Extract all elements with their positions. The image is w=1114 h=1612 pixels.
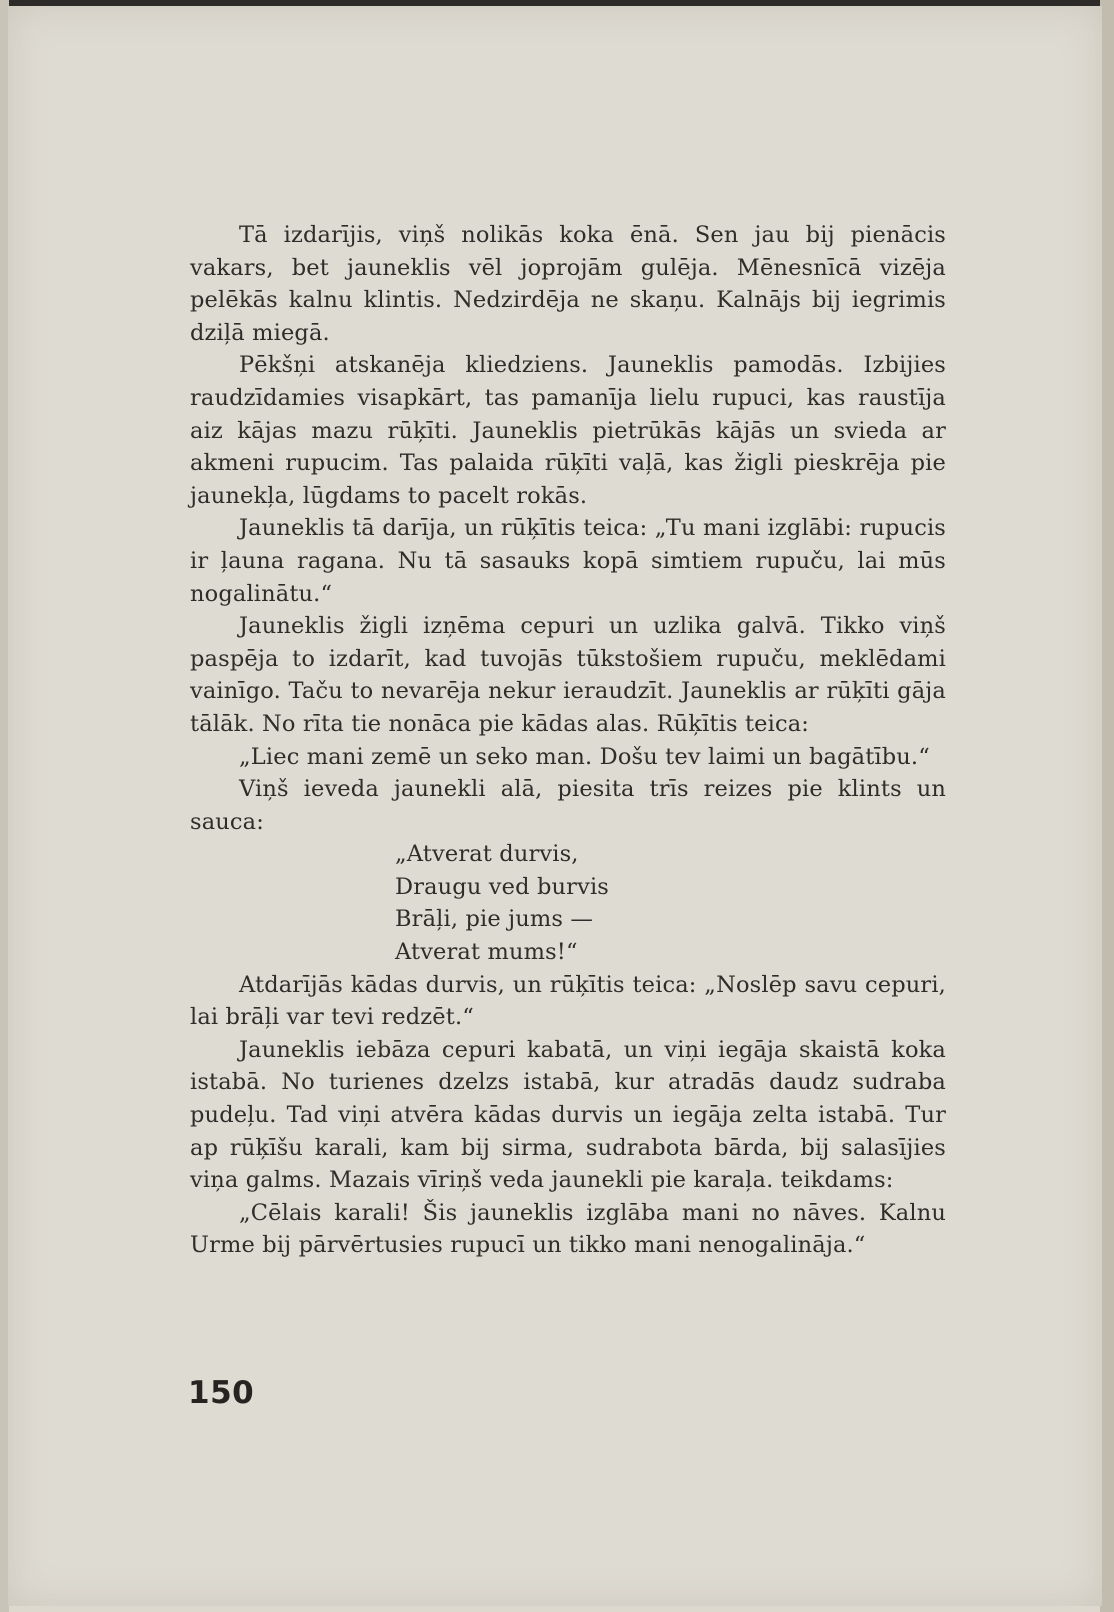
paragraph: Atdarījās kādas durvis, un rūķītis teica: „Noslēp savu cepuri, lai brāļi var tevi redzēt.“ <box>190 971 946 1031</box>
paragraph: „Liec mani zemē un seko man. Došu tev laimi un bagātību.“ <box>239 743 930 770</box>
paragraph: Tā izdarījis, viņš nolikās koka ēnā. Sen jau bij pienācis vakars, bet jauneklis vēl joprojām gulēja. Mēnesnīcā vizēja pelēkās kalnu klintis. Nedzirdēja ne skaņu. Kalnājs bij iegrimis dziļā miegā. <box>190 222 946 346</box>
page-text <box>190 219 946 1262</box>
paragraph: Jauneklis iebāza cepuri kabatā, un viņi iegāja skaistā koka istabā. No turienes dzelzs istabā, kur atradās daudz sudraba pudeļu. Tad viņi atvēra kādas durvis un iegāja zelta istabā. Tur ap rūķīšu karali, kam bij sirma, sudrabota bārda, bij salasījies viņa galms. Mazais vīriņš veda jaunekli pie karaļa. teikdams: <box>190 1036 946 1194</box>
verse-line: Draugu ved burvis <box>395 873 609 900</box>
page-right-edge <box>1100 0 1114 1612</box>
verse-line: „Atverat durvis, <box>395 841 579 868</box>
verse-line: Atverat mums!“ <box>395 939 578 966</box>
verse-line: Brāļi, pie jums — <box>395 906 594 933</box>
paragraph: „Cēlais karali! Šis jauneklis izglāba mani no nāves. Kalnu Urme bij pārvērtusies rupucī un tikko mani nenogalināja.“ <box>190 1199 946 1259</box>
paragraph: Jauneklis žigli izņēma cepuri un uzlika galvā. Tikko viņš paspēja to izdarīt, kad tuvojās tūkstošiem rupuču, meklēdami vainīgo. Taču to nevarēja nekur ieraudzīt. Jauneklis ar rūķīti gāja tālāk. No rīta tie nonāca pie kādas alas. Rūķītis teica: <box>190 613 946 737</box>
verse-block <box>190 838 946 968</box>
paragraph: Pēkšņi atskanēja kliedziens. Jauneklis pamodās. Izbijies raudzīdamies visapkārt, tas pamanīja lielu rupuci, kas raustīja aiz kājas mazu rūķīti. Jauneklis pietrūkās kājās un svieda ar akmeni rupucim. Tas palaida rūķīti vaļā, kas žigli pieskrēja pie jaunekļa, lūgdams to pacelt rokās. <box>190 352 946 509</box>
page-number: 150 <box>188 1375 255 1411</box>
paragraph: Jauneklis tā darīja, un rūķītis teica: „Tu mani izglābi: rupucis ir ļauna ragana. Nu tā sasauks kopā simtiem rupuču, lai mūs nogalinātu.“ <box>190 515 946 607</box>
paragraph: Viņš ieveda jaunekli alā, piesita trīs reizes pie klints un sauca: <box>190 776 946 835</box>
